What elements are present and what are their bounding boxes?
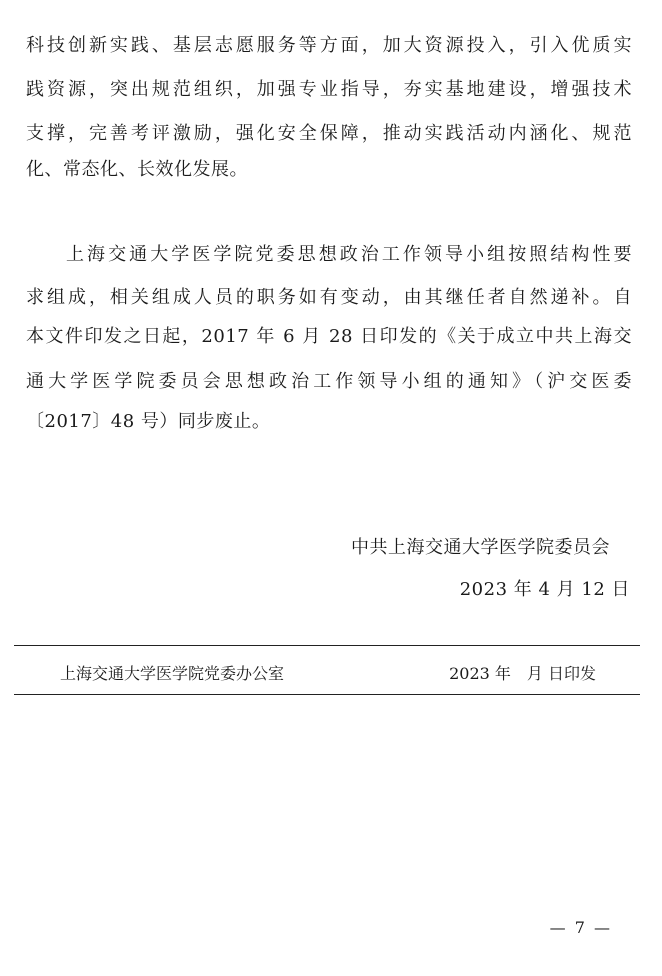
paragraph-line: 〔2017〕48 号）同步废止。 [26, 411, 271, 432]
paragraph-line: 求组成，相关组成人员的职务如有变动，由其继任者自然递补。自 [26, 287, 632, 308]
paragraph-line: 上海交通大学医学院党委思想政治工作领导小组按照结构性要 [66, 244, 632, 265]
paragraph-line: 践资源，突出规范组织，加强专业指导，夯实基地建设，增强技术 [26, 79, 632, 100]
paragraph-line: 通大学医学院委员会思想政治工作领导小组的通知》（沪交医委 [26, 371, 632, 392]
footer-issue-date: 2023 年 月 日印发 [449, 664, 596, 683]
paragraph-line: 支撑，完善考评激励，强化安全保障，推动实践活动内涵化、规范 [26, 123, 632, 144]
paragraph-line: 本文件印发之日起，2017 年 6 月 28 日印发的《关于成立中共上海交 [26, 326, 632, 347]
page-number: — 7 — [549, 918, 612, 937]
footer-top-rule [14, 645, 640, 646]
footer-office: 上海交通大学医学院党委办公室 [60, 664, 285, 683]
paragraph-line: 化、常态化、长效化发展。 [26, 159, 248, 180]
issuer-signature: 中共上海交通大学医学院委员会 [351, 537, 610, 558]
signature-date: 2023 年 4 月 12 日 [459, 579, 630, 600]
footer-bottom-rule [14, 694, 640, 695]
paragraph-line: 科技创新实践、基层志愿服务等方面，加大资源投入，引入优质实 [26, 35, 632, 56]
